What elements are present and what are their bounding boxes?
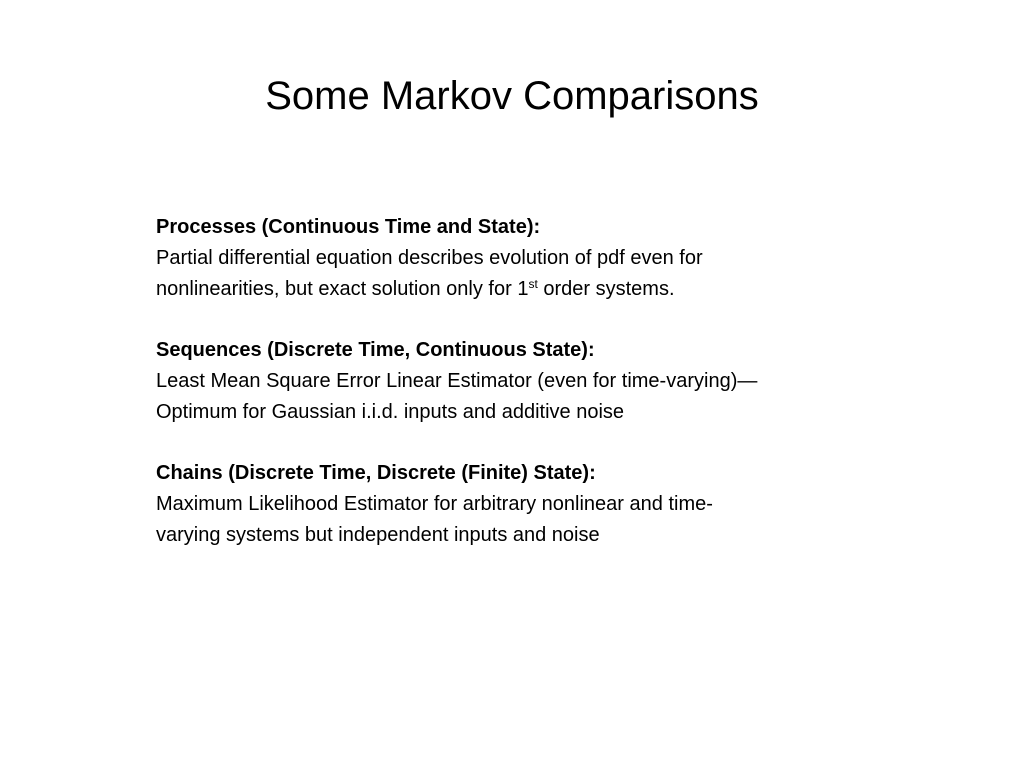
slide-content bbox=[156, 212, 876, 581]
section-chains bbox=[156, 458, 876, 551]
section-text-line: varying systems but independent inputs and noise bbox=[156, 524, 600, 546]
section-heading: Chains (Discrete Time, Discrete (Finite) State): bbox=[156, 462, 596, 484]
section-sequences bbox=[156, 335, 876, 428]
section-text-line: Maximum Likelihood Estimator for arbitrary nonlinear and time- bbox=[156, 493, 713, 515]
text-fragment: order systems. bbox=[537, 278, 675, 300]
section-text-line bbox=[156, 274, 876, 305]
section-processes bbox=[156, 212, 876, 305]
section-heading: Sequences (Discrete Time, Continuous State): bbox=[156, 339, 595, 361]
section-text-line: Partial differential equation describes evolution of pdf even for bbox=[156, 247, 703, 269]
section-text-line: Optimum for Gaussian i.i.d. inputs and additive noise bbox=[156, 401, 625, 423]
text-fragment: nonlinearities, but exact solution only for 1 bbox=[156, 278, 529, 300]
slide-title: Some Markov Comparisons bbox=[265, 74, 759, 118]
ordinal-superscript: st bbox=[528, 277, 538, 291]
section-text-line: Least Mean Square Error Linear Estimator (even for time-varying)— bbox=[156, 370, 758, 392]
section-heading: Processes (Continuous Time and State): bbox=[156, 216, 541, 238]
